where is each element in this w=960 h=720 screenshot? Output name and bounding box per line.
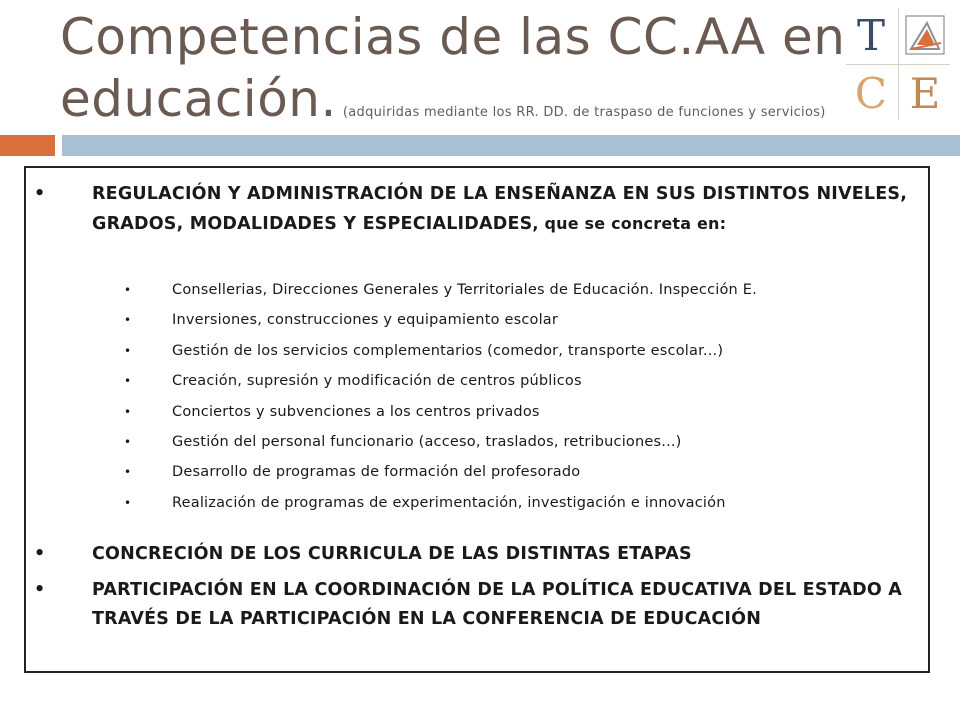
triangle-icon [900, 8, 950, 62]
sub-list [124, 280, 914, 523]
logo-divider-horizontal [846, 64, 950, 65]
bullet-icon: • [124, 404, 132, 419]
list-item [124, 462, 914, 492]
bullet-text-bold: REGULACIÓN Y ADMINISTRACIÓN DE LA ENSEÑANZA EN SUS DISTINTOS NIVELES, GRADOS, MODALIDADES Y ESPECIALIDADES [92, 184, 908, 234]
logo-letter-t: T [856, 10, 885, 60]
title-line-2-text: educación. [60, 70, 337, 128]
list-item [124, 371, 914, 401]
logo-letter-c: C [854, 68, 888, 118]
list-item [124, 402, 914, 432]
bullet-icon: • [34, 184, 46, 204]
list-item [124, 310, 914, 340]
list-item-text: Consellerias, Direcciones Generales y Territoriales de Educación. Inspección E. [172, 282, 757, 298]
list-item-text: Inversiones, construcciones y equipamiento escolar [172, 312, 559, 329]
tce-logo [846, 8, 950, 120]
bullet-item-curricula [34, 540, 914, 569]
list-item-text: Gestión del personal funcionario (acceso, traslados, retribuciones...) [172, 433, 682, 450]
logo-letter-e: E [909, 68, 941, 118]
list-item [124, 280, 914, 310]
bullet-icon: • [124, 434, 132, 449]
bullet-icon: • [124, 465, 132, 480]
title-line-1: Competencias de las CC.AA en [60, 8, 846, 66]
bullet-icon: • [34, 544, 46, 564]
bullet-icon: • [124, 374, 132, 389]
bullet-icon: • [124, 495, 132, 510]
bullet-text-tail: , que se concreta en: [532, 214, 727, 233]
title-line-2 [60, 68, 860, 144]
content-box [24, 166, 930, 673]
bullet-text: PARTICIPACIÓN EN LA COORDINACIÓN DE LA POLÍTICA EDUCATIVA DEL ESTADO A TRAVÉS DE LA PARTICIPACIÓN EN LA CONFERENCIA DE EDUCACIÓN [92, 580, 902, 629]
bullet-icon: • [34, 580, 46, 600]
title-subtitle: (adquiridas mediante los RR. DD. de traspaso de funciones y servicios) [342, 105, 826, 120]
bullet-item-regulacion [34, 180, 914, 239]
bullet-icon: • [124, 343, 132, 358]
accent-bar-blue [62, 135, 960, 156]
list-item-text: Gestión de los servicios complementarios (comedor, transporte escolar...) [172, 342, 724, 359]
list-item-text: Conciertos y subvenciones a los centros privados [172, 403, 540, 420]
bullet-text [92, 180, 914, 239]
bullet-icon: • [124, 313, 132, 328]
list-item-text: Realización de programas de experimentación, investigación e innovación [172, 494, 726, 511]
list-item-text: Desarrollo de programas de formación del profesorado [172, 464, 581, 481]
bullet-item-participacion [34, 576, 914, 634]
list-item [124, 432, 914, 462]
list-item [124, 341, 914, 371]
list-item [124, 493, 914, 523]
triangle-mark-svg [905, 15, 945, 55]
accent-bar-orange [0, 135, 55, 156]
list-item-text: Creación, supresión y modificación de centros públicos [172, 373, 582, 390]
bullet-text: CONCRECIÓN DE LOS CURRICULA DE LAS DISTINTAS ETAPAS [92, 544, 692, 564]
slide-title [60, 6, 860, 144]
bullet-icon: • [124, 283, 132, 297]
